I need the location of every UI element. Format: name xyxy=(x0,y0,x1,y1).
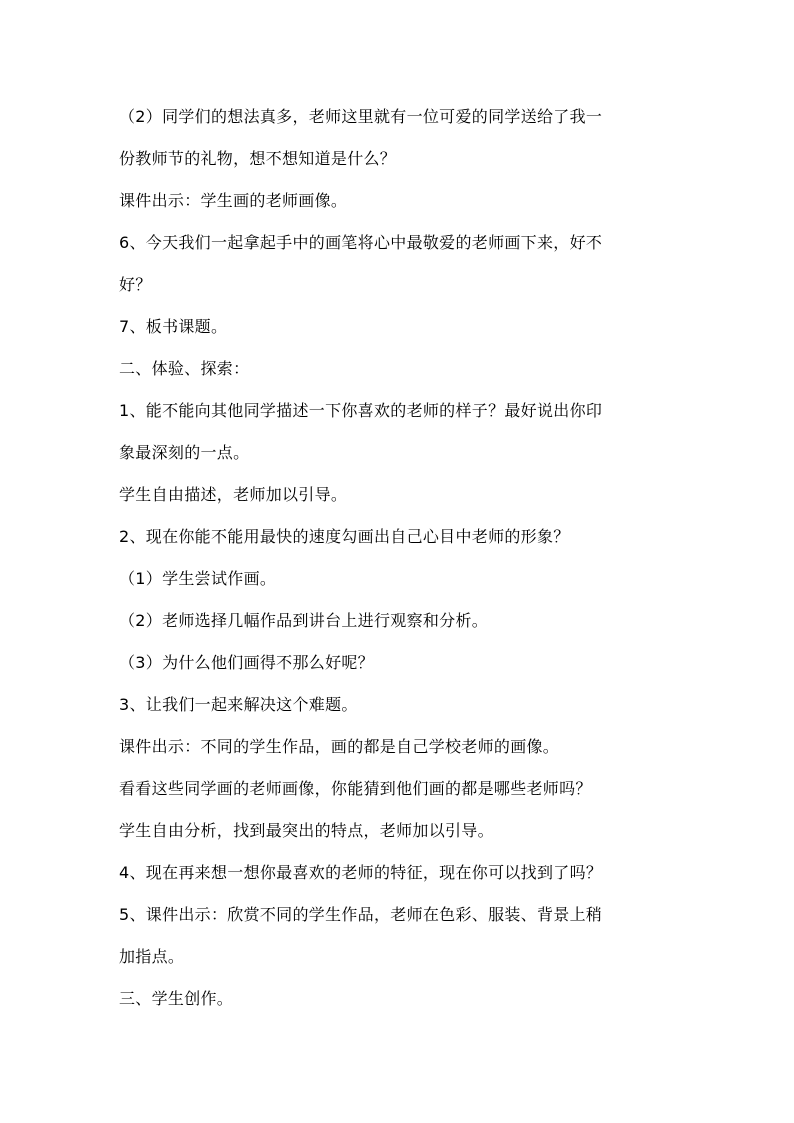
text-line: （3）为什么他们画得不那么好呢？ xyxy=(119,653,374,672)
text-line: 象最深刻的一点。 xyxy=(119,443,250,462)
text-line: 课件出示：不同的学生作品，画的都是自己学校老师的画像。 xyxy=(119,737,560,756)
text-line: （2）老师选择几幅作品到讲台上进行观察和分析。 xyxy=(119,611,489,630)
text-line: 份教师节的礼物，想不想知道是什么？ xyxy=(119,149,397,168)
text-line: 5、课件出示：欣赏不同的学生作品，老师在色彩、服装、背景上稍 xyxy=(119,905,603,924)
text-line: 7、板书课题。 xyxy=(119,317,228,336)
section-heading: 二、体验、探索： xyxy=(119,359,250,378)
text-line: 学生自由描述，老师加以引导。 xyxy=(119,485,348,504)
text-line: 2、现在你能不能用最快的速度勾画出自己心目中老师的形象？ xyxy=(119,527,570,546)
text-line: 1、能不能向其他同学描述一下你喜欢的老师的样子？最好说出你印 xyxy=(119,401,603,420)
text-line: （1）学生尝试作画。 xyxy=(119,569,277,588)
text-line: 4、现在再来想一想你最喜欢的老师的特征，现在你可以找到了吗？ xyxy=(119,863,603,882)
text-line: 看看这些同学画的老师画像，你能猜到他们画的都是哪些老师吗？ xyxy=(119,779,592,798)
section-heading: 三、学生创作。 xyxy=(119,989,234,1008)
text-line: 6、今天我们一起拿起手中的画笔将心中最敬爱的老师画下来，好不 xyxy=(119,233,603,252)
text-line: 学生自由分析，找到最突出的特点，老师加以引导。 xyxy=(119,821,494,840)
text-line: 加指点。 xyxy=(119,947,185,966)
text-line: 课件出示：学生画的老师画像。 xyxy=(119,191,348,210)
text-line: 3、让我们一起来解决这个难题。 xyxy=(119,695,358,714)
text-line: 好？ xyxy=(119,275,152,294)
document-body xyxy=(119,96,679,1020)
text-line: （2）同学们的想法真多，老师这里就有一位可爱的同学送给了我一 xyxy=(119,107,603,126)
